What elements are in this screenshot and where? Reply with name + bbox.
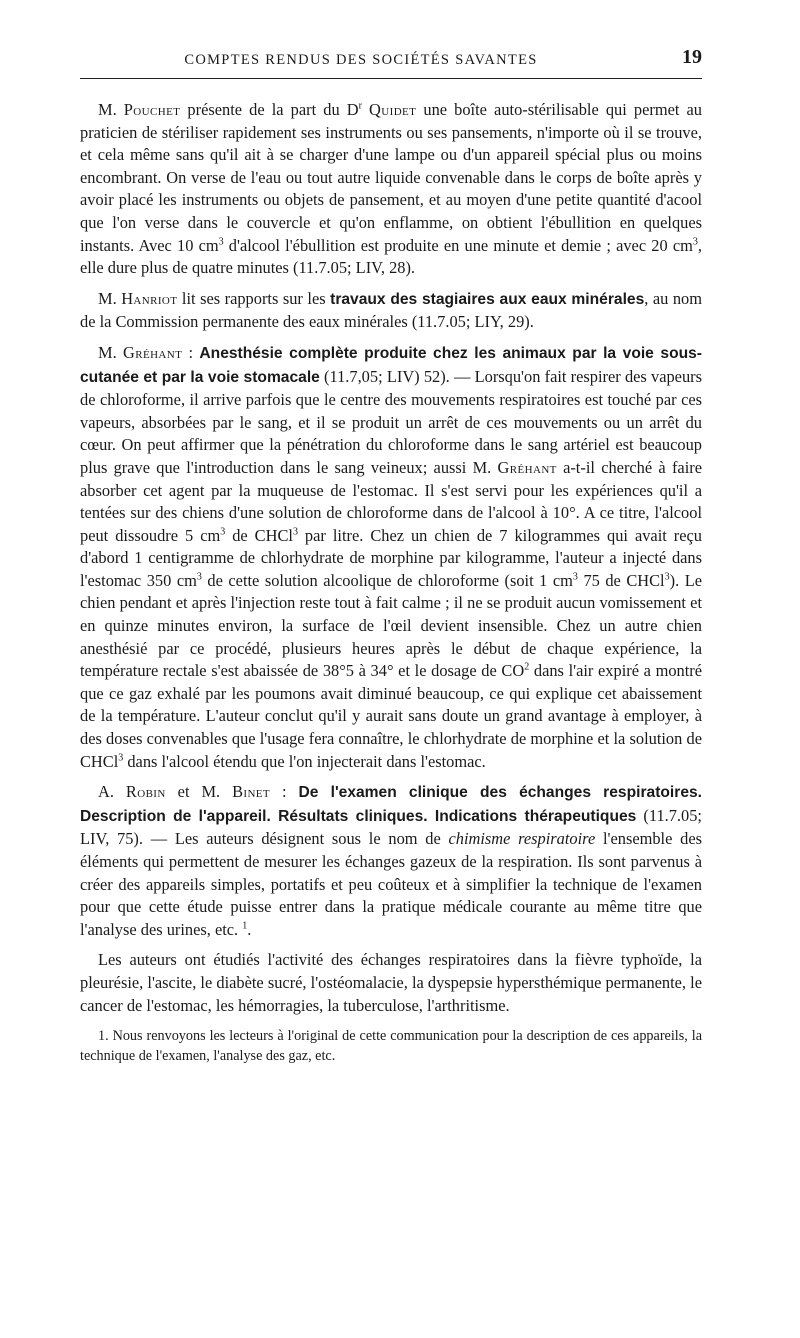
text: a-t-il cherché à faire absorber cet agent par la muqueuse de l'estomac. Il s'est servi pour les expériences qu'il a tentées sur des chiens d'une solution de chloroforme dans de l'alcool à 10°. A ce titre, l'alcool peut dissoudre 5 cm xyxy=(80,457,702,545)
text: et M. xyxy=(165,782,233,802)
paragraph-pouchet xyxy=(80,99,702,280)
article-title: travaux des stagiaires aux eaux minérales xyxy=(330,290,645,308)
paragraph-grehant xyxy=(80,342,702,773)
footnote: 1. Nous renvoyons les lecteurs à l'original de cette communication pour la description de ces appareils, la technique de l'examen, l'analyse des gaz, etc. xyxy=(80,1028,702,1064)
superscript: 2 xyxy=(524,661,530,673)
superscript: 3 xyxy=(196,571,202,583)
author-name: Binet xyxy=(232,782,271,802)
page xyxy=(80,46,702,1080)
author-name: Robin xyxy=(125,782,166,802)
paragraph-hanriot xyxy=(80,288,702,334)
superscript: 3 xyxy=(572,571,578,583)
superscript: 3 xyxy=(664,571,670,583)
superscript: 3 xyxy=(692,236,698,248)
text: une boîte auto-stérilisable qui permet au praticien de stériliser rapidement ses instruments ou ses pansements, n'importe où il se trouve, et cela même sans qu'il ait à se charger d'une lampe ou d'un appareil spécial plus ou moins encombrant. On verse de l'eau ou tout autre liquide convenable dans le corps de boîte après y avoir placé les instruments ou objets de pansement, et au moyen d'une petite quantité d'acool que l'on verse dans le couvercle et qu'on enflamme, on obtient l'ébullition en quelques instants. Avec 10 cm xyxy=(80,100,702,255)
superscript: 3 xyxy=(218,236,224,248)
author-name: Gréhant xyxy=(497,457,557,477)
author-name: Gréhant xyxy=(122,342,183,362)
text: : xyxy=(182,342,200,362)
text: l'ensemble des éléments qui permettent de mesurer les échanges gazeux de la respiration. Ils sont parvenus à créer des appareils simples, portatifs et peu coûteux et à simplifier la technique de l'examen pour que cette étude puisse entrer dans la pratique médicale courante au même titre que l'analyse des urines, etc. xyxy=(80,829,702,939)
text: A. xyxy=(98,782,126,802)
text: (11.7,05; LIV) 52). — Lorsqu'on fait respirer des vapeurs de chloroforme, il arrive parfois que le centre des mouvements respiratoires est touché par ces vapeurs, absorbées par le sang, et il se produit un arrêt de ces mouvements ou un arrêt du cœur. On peut affirmer que la pénétration du chloroforme dans le sang artériel est beaucoup plus grave que l'introduction dans le sang veineux; aussi M. xyxy=(80,366,702,477)
article-title: Anesthésie complète produite chez les animaux par la voie sous-cutanée et par la voie stomacale xyxy=(80,344,702,386)
text: lit ses rapports sur les xyxy=(177,288,331,308)
superscript: 3 xyxy=(292,526,298,538)
text: . xyxy=(247,919,252,939)
paragraph-auteurs: Les auteurs ont étudiés l'activité des échanges respiratoires dans la fièvre typhoïde, la pleurésie, l'ascite, le diabète sucré, l'ostéomalacie, la dyspepsie hypersthémique permanente, le cancer de l'estomac, les hémorragies, la tuberculose, l'arthritisme. xyxy=(80,950,702,1015)
text: par litre. Chez un chien de 7 kilogrammes qui avait reçu d'abord 1 centigramme de chlorhydrate de morphine par kilogramme, l'auteur a injecté dans l'estomac 350 cm xyxy=(80,525,703,590)
text: M. xyxy=(98,100,124,119)
text: 75 de CHCl xyxy=(577,570,665,590)
page-header xyxy=(80,46,702,79)
footnote-ref[interactable]: 1 xyxy=(242,920,248,932)
text: , elle dure plus de quatre minutes (11.7.05; LIV, 28). xyxy=(80,235,702,278)
text xyxy=(362,100,369,119)
text: M. xyxy=(98,288,122,308)
text: , au nom de la Commission permanente des eaux minérales (11.7.05; LIY, 29). xyxy=(80,288,702,332)
page-number: 19 xyxy=(682,46,702,68)
page-body xyxy=(80,99,702,1066)
text: ). Le chien pendant et après l'injection reste tout à fait calme ; il ne se produit aucun vomissement et en quinze minutes environ, la surface de l'œil devient insensible. Chez un autre chien anesthésié par ce procédé, plusieurs heures après le début de chaque expérience, la température rectale s'est abaissée de 38°5 à 34° et le dosage de CO xyxy=(80,570,702,681)
author-name: Quidet xyxy=(369,100,417,119)
italic-term: chimisme respiratoire xyxy=(448,829,596,849)
text: de cette solution alcoolique de chloroforme (soit 1 cm xyxy=(201,570,573,590)
superscript: 3 xyxy=(220,526,226,538)
text: présente de la part du D xyxy=(180,100,359,119)
running-head: COMPTES RENDUS DES SOCIÉTÉS SAVANTES xyxy=(184,52,538,68)
text: dans l'alcool étendu que l'on injecterait dans l'estomac. xyxy=(123,751,486,771)
text: : xyxy=(270,782,299,802)
text: dans l'air expiré a montré que ce gaz exhalé par les poumons avait diminué beaucoup, ce qui explique cet abaissement de la température. L'auteur conclut qu'il y aurait sans doute un grand avantage à employer, à des doses convenables que l'usage fera connaître, le chlorhydrate de morphine et la solution de CHCl xyxy=(80,661,702,771)
author-name: Hanriot xyxy=(121,288,178,308)
superscript: r xyxy=(358,100,362,112)
text: (11.7.05; LIV, 75). — Les auteurs désignent sous le nom de xyxy=(80,805,702,849)
text: M. xyxy=(98,342,123,362)
text: de CHCl xyxy=(225,525,293,545)
article-title: De l'examen clinique des échanges respiratoires. Description de l'appareil. Résultats cliniques. Indications thérapeutiques xyxy=(80,784,702,825)
text: d'alcool l'ébullition est produite en une minute et demie ; avec 20 cm xyxy=(223,235,693,255)
paragraph-robin-binet xyxy=(80,781,702,941)
author-name: Pouchet xyxy=(123,100,181,119)
superscript: 3 xyxy=(118,752,124,764)
